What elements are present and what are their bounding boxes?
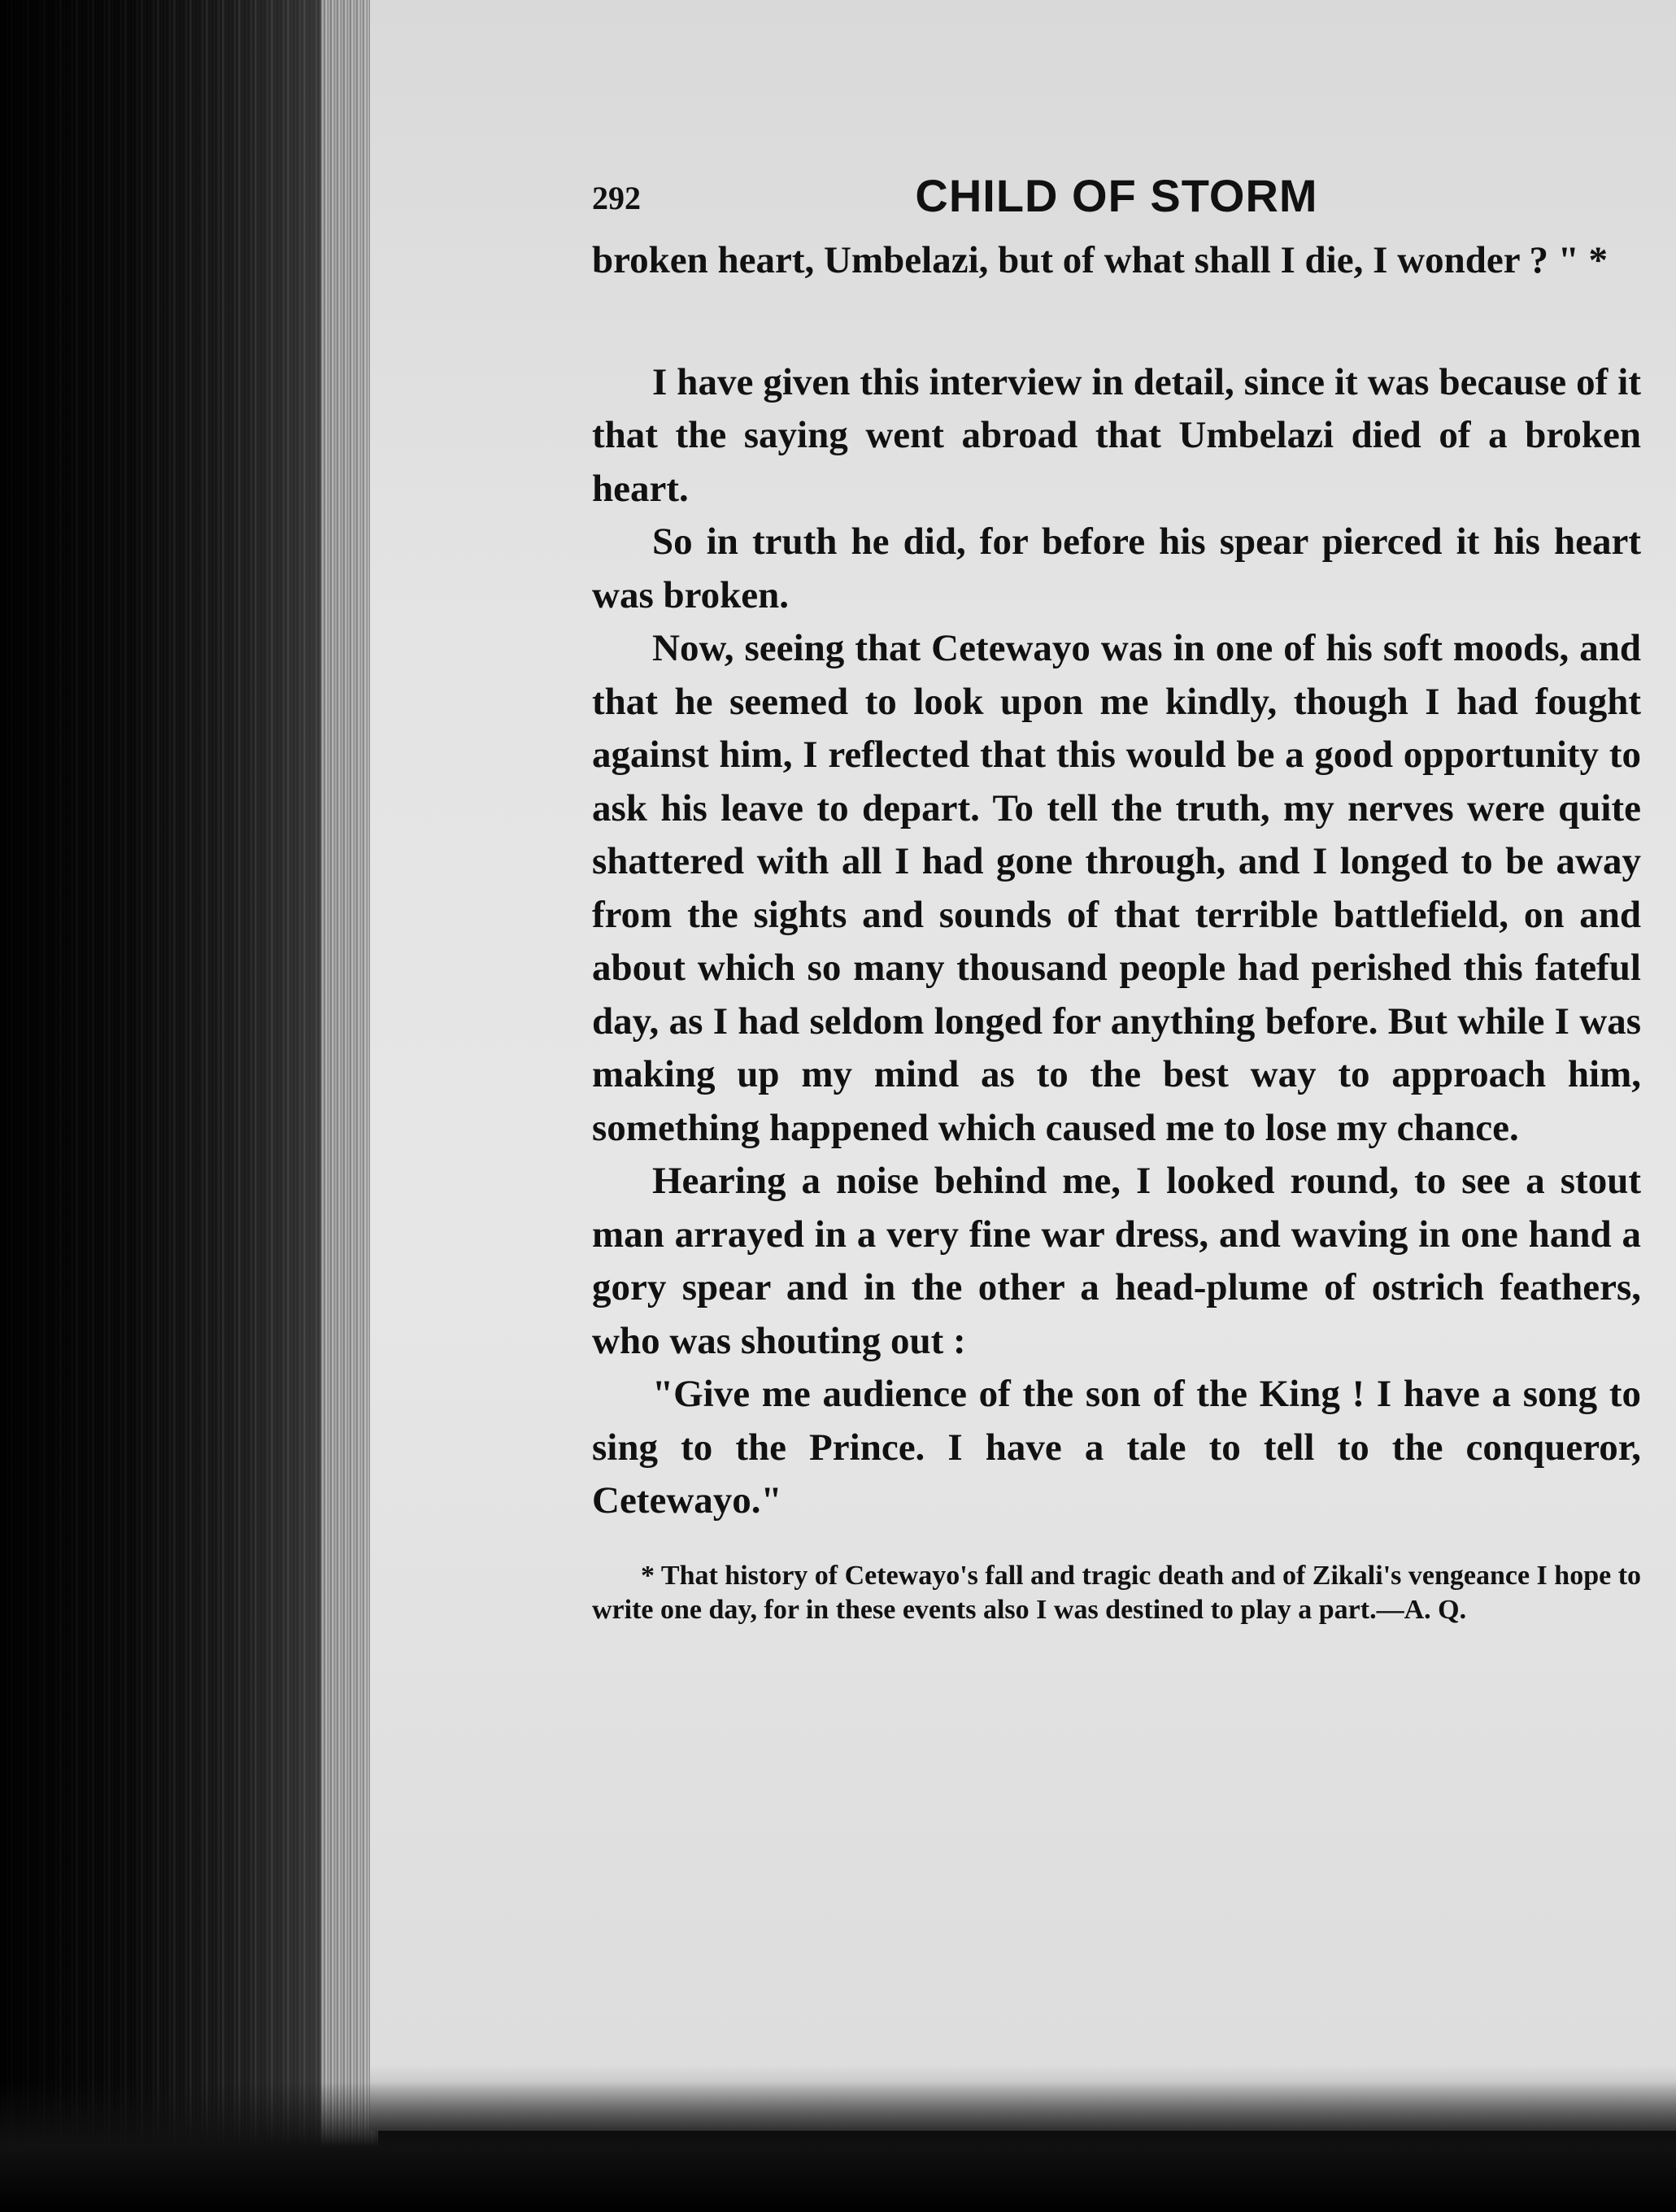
paragraph: Now, seeing that Cetewayo was in one of his soft moods, and that he seemed to look upon me kindly, though I had fought against him, I reflected that this would be a good opportunity to ask his leave to depart. To tell the truth, my nerves were quite shattered with all I had gone through, and I longed to be away from the sights and sounds of that terrible battlefield, on and about which so many thousand people had perished this fateful day, as I had seldom longed for anything before. But while I was making up my mind as to the best way to approach him, something happened which caused me to lose my chance.: [592, 627, 1641, 1149]
book-fore-edge: [0, 0, 374, 2212]
paragraph: "Give me audience of the son of the King ! I have a song to sing to the Prince. I have a tale to tell to the conqueror, Cetewayo.": [592, 1373, 1641, 1522]
running-head: [592, 163, 1641, 228]
paragraph: I have given this interview in detail, since it was because of it that the saying went abroad that Umbelazi died of a broken heart.: [592, 360, 1641, 510]
book-title: CHILD OF STORM: [915, 170, 1318, 221]
footnote: * That history of Cetewayo's fall and tragic death and of Zikali's vengeance I hope to write one day, for in these events also I was destined to play a part.—A. Q.: [592, 1560, 1642, 1625]
paragraph: Hearing a noise behind me, I looked round, to see a stout man arrayed in a very fine war dress, and waving in one hand a gory spear and in the other a head-plume of ostrich feathers, who was shouting out :: [592, 1160, 1641, 1362]
page-number: 292: [592, 180, 641, 216]
section-break: [592, 288, 1641, 356]
paragraph-continuation: broken heart, Umbelazi, but of what shall I die, I wonder ? " *: [592, 239, 1609, 281]
bottom-dark-area: [0, 2082, 1676, 2212]
page-text-block: [592, 163, 1641, 1627]
paragraph: So in truth he did, for before his spear pierced it his heart was broken.: [592, 520, 1641, 616]
